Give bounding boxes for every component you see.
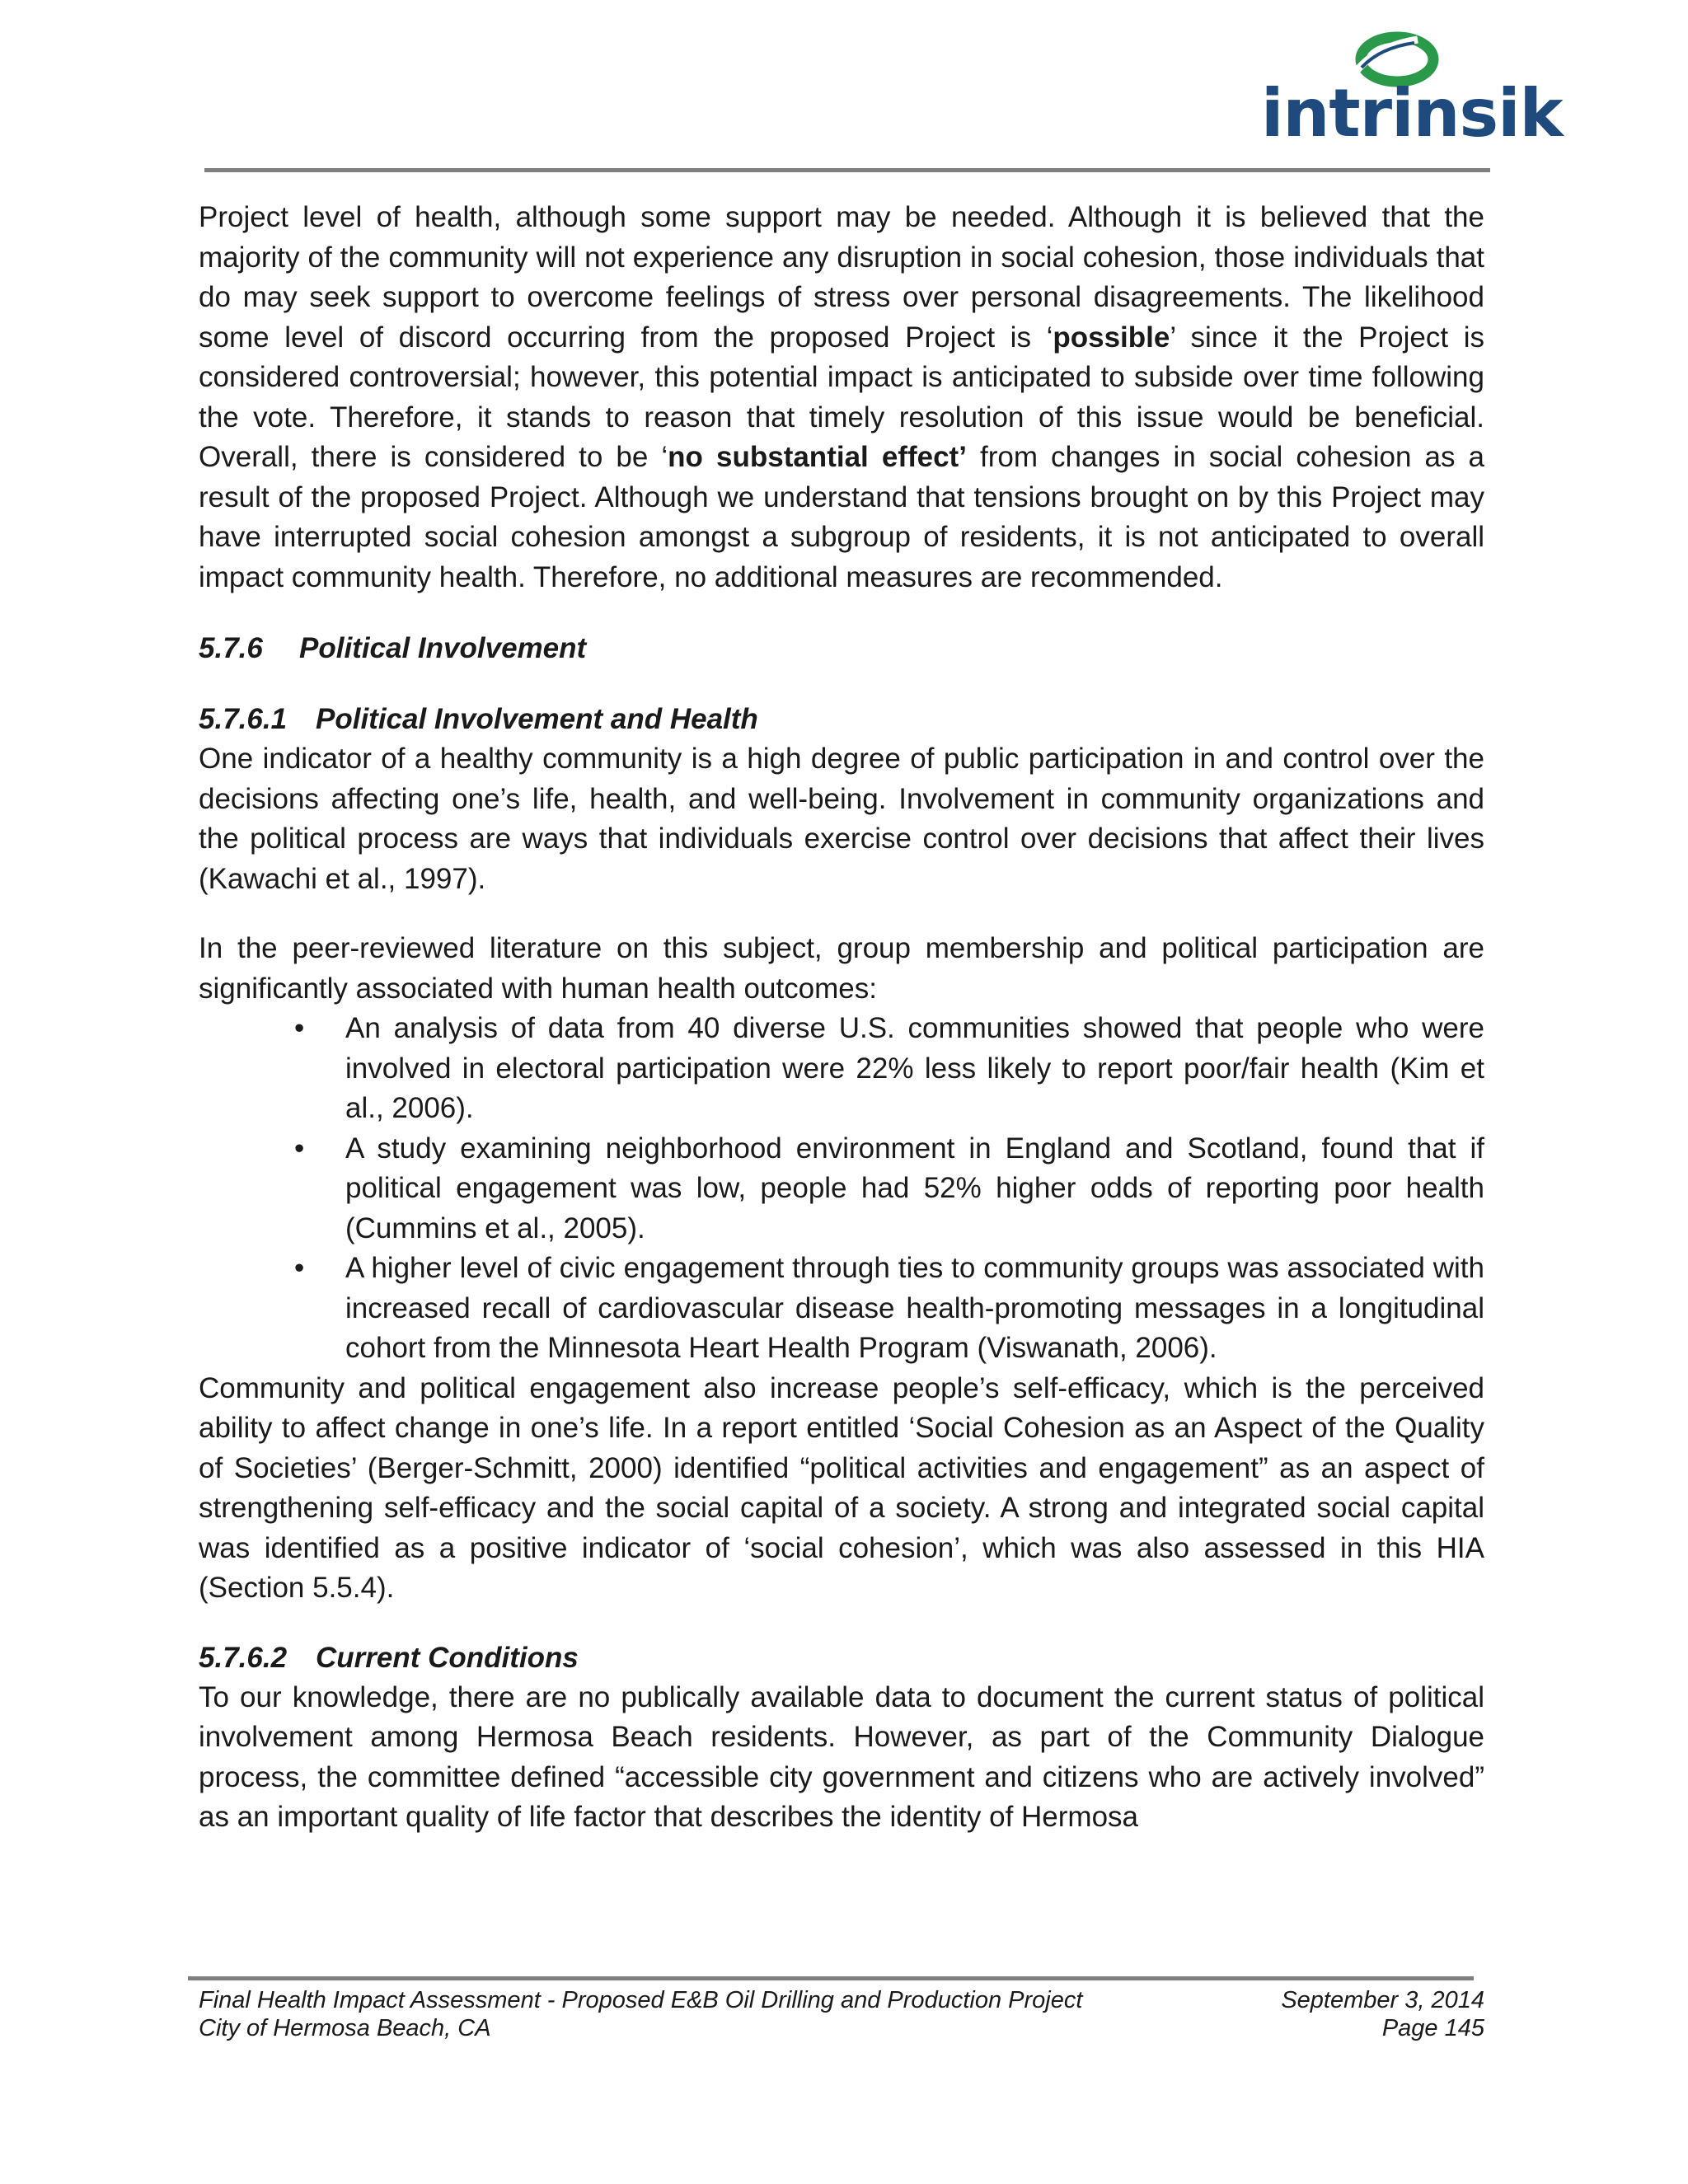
bullet-icon: • bbox=[294, 1252, 305, 1284]
bullet-icon: • bbox=[294, 1012, 305, 1044]
findings-list bbox=[199, 1009, 1484, 1369]
heading-5-7-6: 5.7.6 Political Involvement bbox=[199, 632, 587, 664]
footer-page-number: Page 145 bbox=[1381, 2015, 1484, 2041]
bullet-icon: • bbox=[294, 1132, 305, 1165]
heading-5-7-6-2: 5.7.6.2 Current Conditions bbox=[199, 1641, 579, 1674]
paragraph-current-conditions: To our knowledge, there are no publically available data to document the current status of political involvement among Hermosa Beach residents. However, as part of the Community Dialogue process, the committee defined “accessible city government and citizens who are actively involved” as an important quality of life factor that describes the identity of Hermosa bbox=[199, 1680, 1484, 1833]
footer-divider bbox=[188, 1976, 1474, 1980]
list-item: • An analysis of data from 40 diverse U.S. communities showed that people who were involved in electoral participation were 22% less likely to report poor/fair health (Kim et al., 2006). bbox=[345, 1009, 1484, 1129]
paragraph-participation: One indicator of a healthy community is a high degree of public participation in and control over the decisions affecting one’s life, health, and well-being. Involvement in community organizations and the political process are ways that individuals exercise control over decisions that affect their lives (Kawachi et al., 1997). bbox=[199, 743, 1484, 895]
document-body bbox=[199, 198, 1484, 1838]
footer-city: City of Hermosa Beach, CA bbox=[199, 2015, 491, 2041]
intro-paragraph: Project level of health, although some support may be needed. Although it is believed that the majority of the community will not experience any disruption in social cohesion, those individuals that do may seek support to overcome feelings of stress over personal disagreements. The likelihood some level of discord occurring from the proposed Project is ‘possible’ since it the Project is considered controversial; however, this potential impact is anticipated to subside over time following the vote. Therefore, it stands to reason that timely resolution of this issue would be beneficial. Overall, there is considered to be ‘no substantial effect’ from changes in social cohesion as a result of the proposed Project. Although we understand that tensions brought on by this Project may have interrupted social cohesion amongst a subgroup of residents, it is not anticipated to overall impact community health. Therefore, no additional measures are recommended. bbox=[199, 201, 1485, 593]
paragraph-literature: In the peer-reviewed literature on this subject, group membership and political participation are significantly associated with human health outcomes: bbox=[199, 932, 1484, 1005]
paragraph-self-efficacy: Community and political engagement also increase people’s self-efficacy, which is the perceived ability to affect change in one’s life. In a report entitled ‘Social Cohesion as an Aspect of the Quality of Societies’ (Berger-Schmitt, 2000) identified “political activities and engagement” as an aspect of strengthening self-efficacy and the social capital of a society. A strong and integrated social capital was identified as a positive indicator of ‘social cohesion’, which was also assessed in this HIA (Section 5.5.4). bbox=[199, 1371, 1484, 1604]
heading-5-7-6-1: 5.7.6.1 Political Involvement and Health bbox=[199, 703, 758, 735]
intrinsik-logo bbox=[1261, 30, 1563, 153]
header-divider bbox=[204, 168, 1490, 172]
footer-doc-title: Final Health Impact Assessment - Proposed E&B Oil Drilling and Production Project bbox=[199, 1987, 1083, 2013]
logo-wordmark: intrinsik bbox=[1261, 75, 1563, 152]
page-footer bbox=[199, 1986, 1484, 2042]
footer-date: September 3, 2014 bbox=[1281, 1987, 1484, 2013]
list-item: • A study examining neighborhood environment in England and Scotland, found that if political engagement was low, people had 52% higher odds of reporting poor health (Cummins et al., 2005). bbox=[345, 1129, 1484, 1249]
list-item: • A higher level of civic engagement through ties to community groups was associated with increased recall of cardiovascular disease health-promoting messages in a longitudinal cohort from the Minnesota Heart Health Program (Viswanath, 2006). bbox=[345, 1249, 1484, 1369]
